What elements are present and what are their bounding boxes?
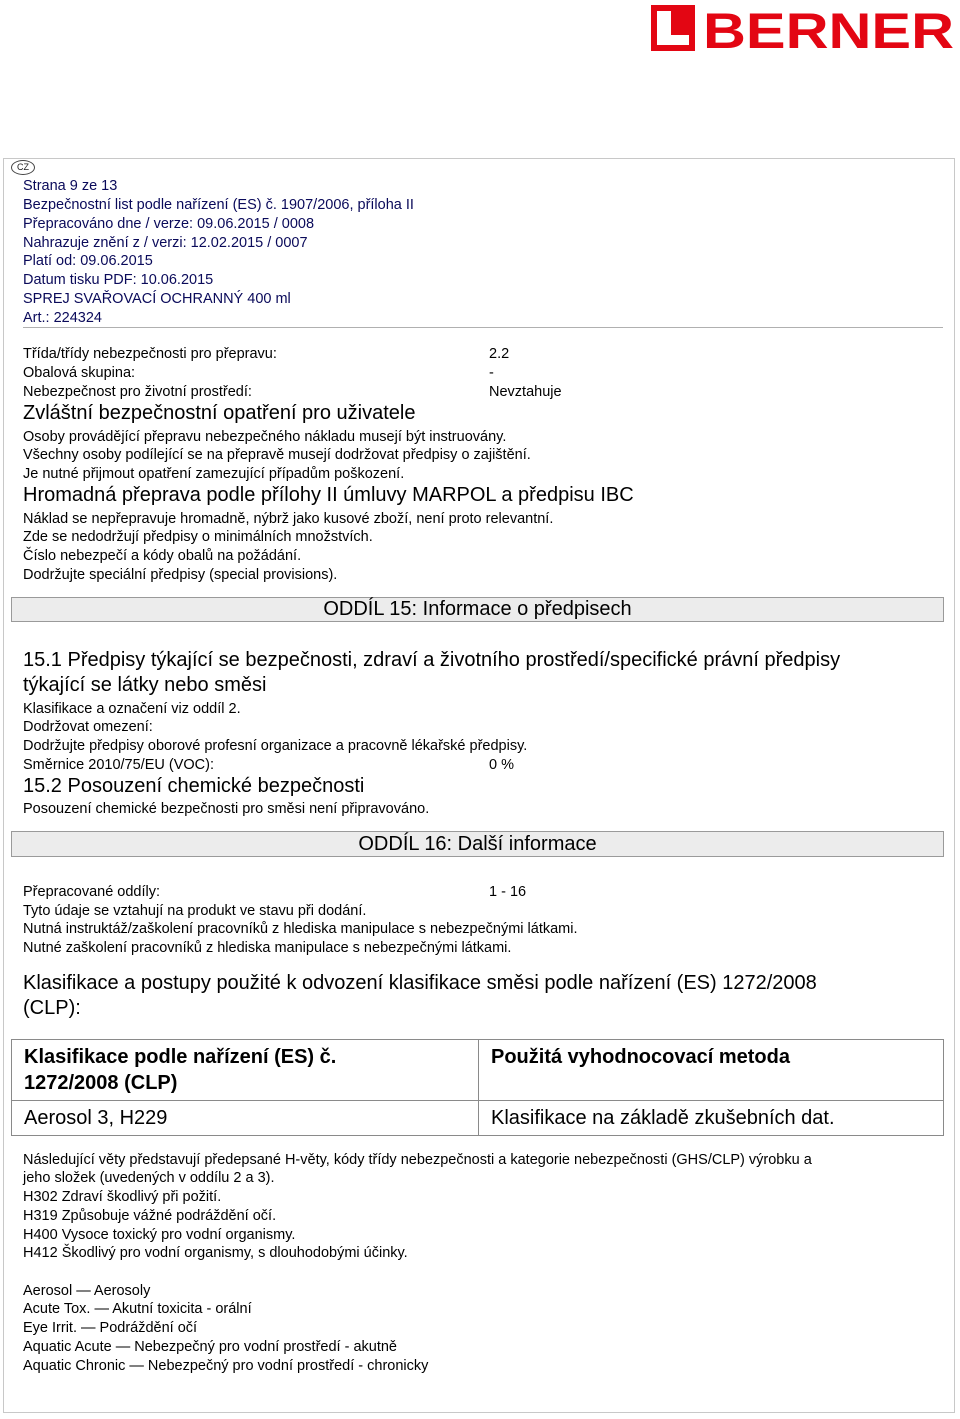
special-precaution-line: Je nutné přijmout opatření zamezující případům poškození.: [23, 466, 405, 482]
bulk-transport-line: Náklad se nepřepravuje hromadně, nýbrž jako kusové zboží, není proto relevantní.: [23, 511, 554, 527]
header-separator: [23, 327, 943, 328]
special-precautions-heading: Zvláštní bezpečnostní opatření pro uživatele: [23, 402, 416, 424]
voc-value: 0 %: [489, 757, 514, 773]
transport-class-label: Třída/třídy nebezpečnosti pro přepravu:: [23, 346, 277, 362]
language-badge: CZ: [11, 160, 35, 175]
h-phrase: H319 Způsobuje vážné podráždění očí.: [23, 1208, 277, 1224]
h-phrases-intro: Následující věty představují předepsané H-věty, kódy třídy nebezpečnosti a kategorie nebezpečnosti (GHS/CLP) výrobku a: [23, 1152, 812, 1168]
classification-table: [11, 1039, 944, 1136]
h-phrase: H302 Zdraví škodlivý při požití.: [23, 1189, 222, 1205]
bulk-transport-line: Zde se nedodržují předpisy o minimálních množstvích.: [23, 529, 373, 545]
table-row: [12, 1101, 944, 1136]
env-hazard-value: Nevztahuje: [489, 384, 562, 400]
section-15-line: Dodržujte předpisy oborové profesní organizace a pracovně lékařské předpisy.: [23, 738, 528, 754]
section-15-2-heading: 15.2 Posouzení chemické bezpečnosti: [23, 775, 365, 797]
special-precaution-line: Všechny osoby podílející se na přepravě musejí dodržovat předpisy o zajištění.: [23, 447, 531, 463]
table-header-classification: [12, 1040, 479, 1101]
header-regulation: Bezpečnostní list podle nařízení (ES) č. 1907/2006, příloha II: [23, 197, 414, 213]
section-15-title: ODDÍL 15: Informace o předpisech: [11, 597, 944, 622]
env-hazard-label: Nebezpečnost pro životní prostředí:: [23, 384, 252, 400]
berner-logo: [651, 4, 956, 52]
revised-sections-label: Přepracované oddíly:: [23, 884, 161, 900]
section-15-line: Dodržovat omezení:: [23, 719, 153, 735]
transport-class-value: 2.2: [489, 346, 510, 362]
section-15-line: Klasifikace a označení viz oddíl 2.: [23, 701, 241, 717]
logo-text: BERNER: [703, 4, 954, 52]
abbreviation: Eye Irrit. — Podráždění očí: [23, 1320, 198, 1336]
abbreviation: Aquatic Acute — Nebezpečný pro vodní prostředí - akutně: [23, 1339, 397, 1355]
section-16-line: Nutná instruktáž/zaškolení pracovníků z hlediska manipulace s nebezpečnými látkami.: [23, 921, 578, 937]
h-phrase: H412 Škodlivý pro vodní organismy, s dlouhodobými účinky.: [23, 1245, 408, 1261]
header-print-date: Datum tisku PDF: 10.06.2015: [23, 272, 214, 288]
header-replaces: Nahrazuje znění z / verzi: 12.02.2015 / 0007: [23, 235, 308, 251]
revised-sections-value: 1 - 16: [489, 884, 527, 900]
table-header-text: 1272/2008 (CLP): [24, 1072, 178, 1094]
header-product-name: SPREJ SVAŘOVACÍ OCHRANNÝ 400 ml: [23, 291, 291, 307]
section-16-line: Tyto údaje se vztahují na produkt ve stavu při dodání.: [23, 903, 367, 919]
section-16-title: ODDÍL 16: Další informace: [11, 831, 944, 857]
packing-group-value: -: [489, 365, 494, 381]
h-phrase: H400 Vysoce toxický pro vodní organismy.: [23, 1227, 296, 1243]
section-15-1-heading-cont: týkající se látky nebo směsi: [23, 674, 267, 696]
abbreviation: Aerosol — Aerosoly: [23, 1283, 151, 1299]
packing-group-label: Obalová skupina:: [23, 365, 136, 381]
table-cell-classification: Aerosol 3, H229: [12, 1101, 479, 1136]
table-row: [12, 1040, 944, 1101]
header-page: Strana 9 ze 13: [23, 178, 118, 194]
header-revised: Přepracováno dne / verze: 09.06.2015 / 0008: [23, 216, 315, 232]
header-article: Art.: 224324: [23, 310, 102, 326]
abbreviation: Acute Tox. — Akutní toxicita - orální: [23, 1301, 252, 1317]
abbreviation: Aquatic Chronic — Nebezpečný pro vodní prostředí - chronicky: [23, 1358, 429, 1374]
bulk-transport-heading: Hromadná přeprava podle přílohy II úmluvy MARPOL a předpisu IBC: [23, 484, 634, 506]
table-cell-method: Klasifikace na základě zkušebních dat.: [479, 1101, 944, 1136]
special-precaution-line: Osoby provádějící přepravu nebezpečného nákladu musejí být instruovány.: [23, 429, 507, 445]
h-phrases-intro-cont: jeho složek (uvedených v oddílu 2 a 3).: [23, 1170, 275, 1186]
table-header-method: Použitá vyhodnocovací metoda: [479, 1040, 944, 1101]
bulk-transport-line: Číslo nebezpečí a kódy obalů na požádání.: [23, 548, 302, 564]
bulk-transport-line: Dodržujte speciální předpisy (special provisions).: [23, 567, 338, 583]
section-15-1-heading: 15.1 Předpisy týkající se bezpečnosti, zdraví a životního prostředí/specifické právní předpisy: [23, 649, 841, 671]
header-valid-from: Platí od: 09.06.2015: [23, 253, 153, 269]
table-header-text: Klasifikace podle nařízení (ES) č.: [24, 1046, 337, 1068]
voc-label: Směrnice 2010/75/EU (VOC):: [23, 757, 214, 773]
section-15-2-text: Posouzení chemické bezpečnosti pro směsi není připravováno.: [23, 801, 430, 817]
clp-heading: Klasifikace a postupy použité k odvození klasifikace směsi podle nařízení (ES) 1272/2008: [23, 972, 817, 994]
section-16-line: Nutné zaškolení pracovníků z hlediska manipulace s nebezpečnými látkami.: [23, 940, 512, 956]
clp-heading-cont: (CLP):: [23, 997, 81, 1019]
